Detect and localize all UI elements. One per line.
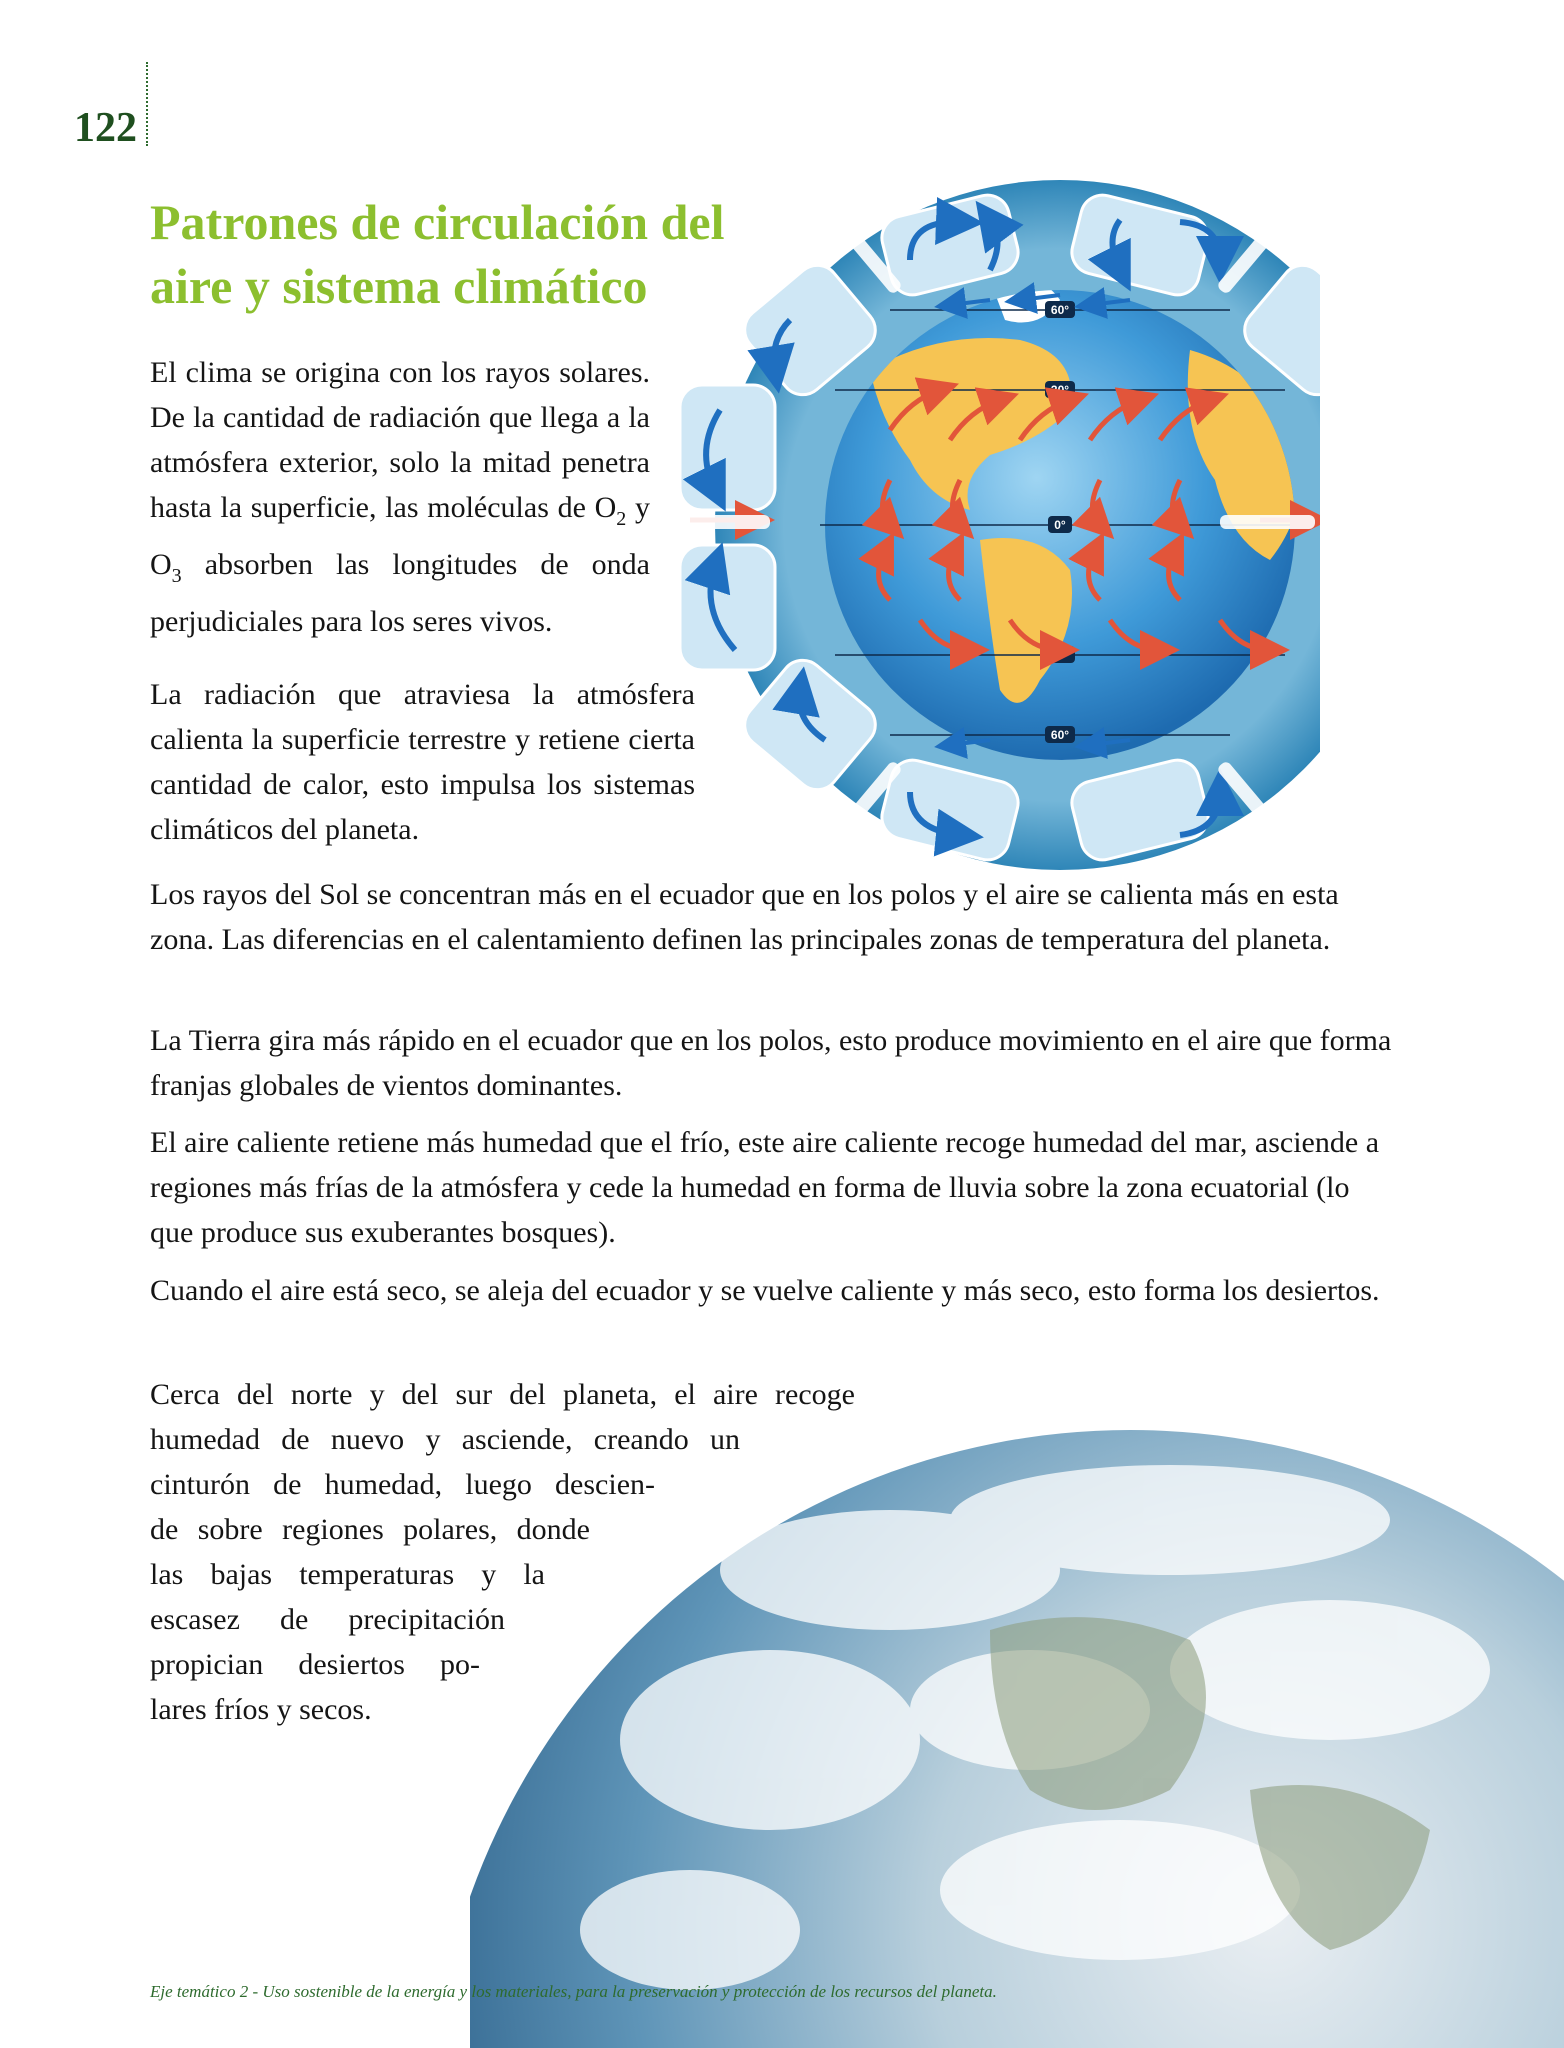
circulation-diagram xyxy=(660,180,1320,880)
polar-line-6: escasez de precipitación xyxy=(150,1603,505,1636)
paragraph-humidity: El aire caliente retiene más humedad que el frío, este aire caliente recoge humedad del mar, asciende a regiones más frías de la atmósfera y cede la humedad en forma de lluvia sobre la zona ecuatorial (lo que produce sus exuberantes bosques). xyxy=(150,1126,1380,1249)
paragraph-rotation: La Tierra gira más rápido en el ecuador que en los polos, esto produce movimiento en el aire que forma franjas globales de vientos dominantes. xyxy=(150,1024,1392,1102)
o2-subscript: 2 xyxy=(616,508,627,530)
paragraph-1-text-a: El clima se origina con los rayos solares. De la cantidad de radiación que llega a la atmósfera exterior, solo la mitad penetra hasta la superficie, las moléculas de O xyxy=(150,356,650,524)
title-line-2: aire y sistema climático xyxy=(150,258,648,314)
lat-0-label: 0° xyxy=(1054,518,1066,532)
footer-caption: Eje temático 2 - Uso sostenible de la energía y los materiales, para la preservación y protección de los recursos del planeta. xyxy=(150,1982,997,2001)
polar-line-2: humedad de nuevo y asciende, creando un xyxy=(150,1423,740,1456)
lat-30-south-label: 30° xyxy=(1050,648,1070,662)
polar-line-5: las bajas temperaturas y la xyxy=(150,1558,545,1591)
polar-line-1: Cerca del norte y del sur del planeta, el aire recoge xyxy=(150,1378,855,1411)
paragraph-1-text-b: y O xyxy=(150,491,650,581)
paragraph-equator-heat: Los rayos del Sol se concentran más en el ecuador que en los polos y el aire se calienta más en esta zona. Las diferencias en el calentamiento definen las principales zonas de temperatura del planeta. xyxy=(150,878,1339,956)
paragraph-1-text-c: absorben las longitudes de onda perjudiciales para los seres vivos. xyxy=(150,548,650,638)
cell-mid-left-lower xyxy=(680,545,775,670)
paragraph-deserts: Cuando el aire está seco, se aleja del ecuador y se vuelve caliente y más seco, esto forma los desiertos. xyxy=(150,1274,1380,1307)
o3-subscript: 3 xyxy=(171,565,182,587)
paragraph-radiation: La radiación que atraviesa la atmósfera calienta la superficie terrestre y retiene cierta cantidad de calor, esto impulsa los sistemas climáticos del planeta. xyxy=(150,678,695,846)
title-line-1: Patrones de circulación del xyxy=(150,194,725,250)
polar-line-8: lares fríos y secos. xyxy=(150,1693,372,1726)
paragraph-solar-rays xyxy=(150,350,650,644)
lat-60-north-label: 60° xyxy=(1050,303,1070,317)
lat-30-north-label: 30° xyxy=(1050,383,1070,397)
page-number: 122 xyxy=(74,105,137,151)
cell-mid-left-upper xyxy=(680,385,775,510)
polar-line-7: propician desiertos po- xyxy=(150,1648,480,1681)
earth-photo xyxy=(470,1410,1564,2048)
polar-line-4: de sobre regiones polares, donde xyxy=(150,1513,590,1546)
polar-line-3: cinturón de humedad, luego descien- xyxy=(150,1468,655,1501)
lat-60-south-label: 60° xyxy=(1050,728,1070,742)
page-number-rule xyxy=(146,62,148,146)
